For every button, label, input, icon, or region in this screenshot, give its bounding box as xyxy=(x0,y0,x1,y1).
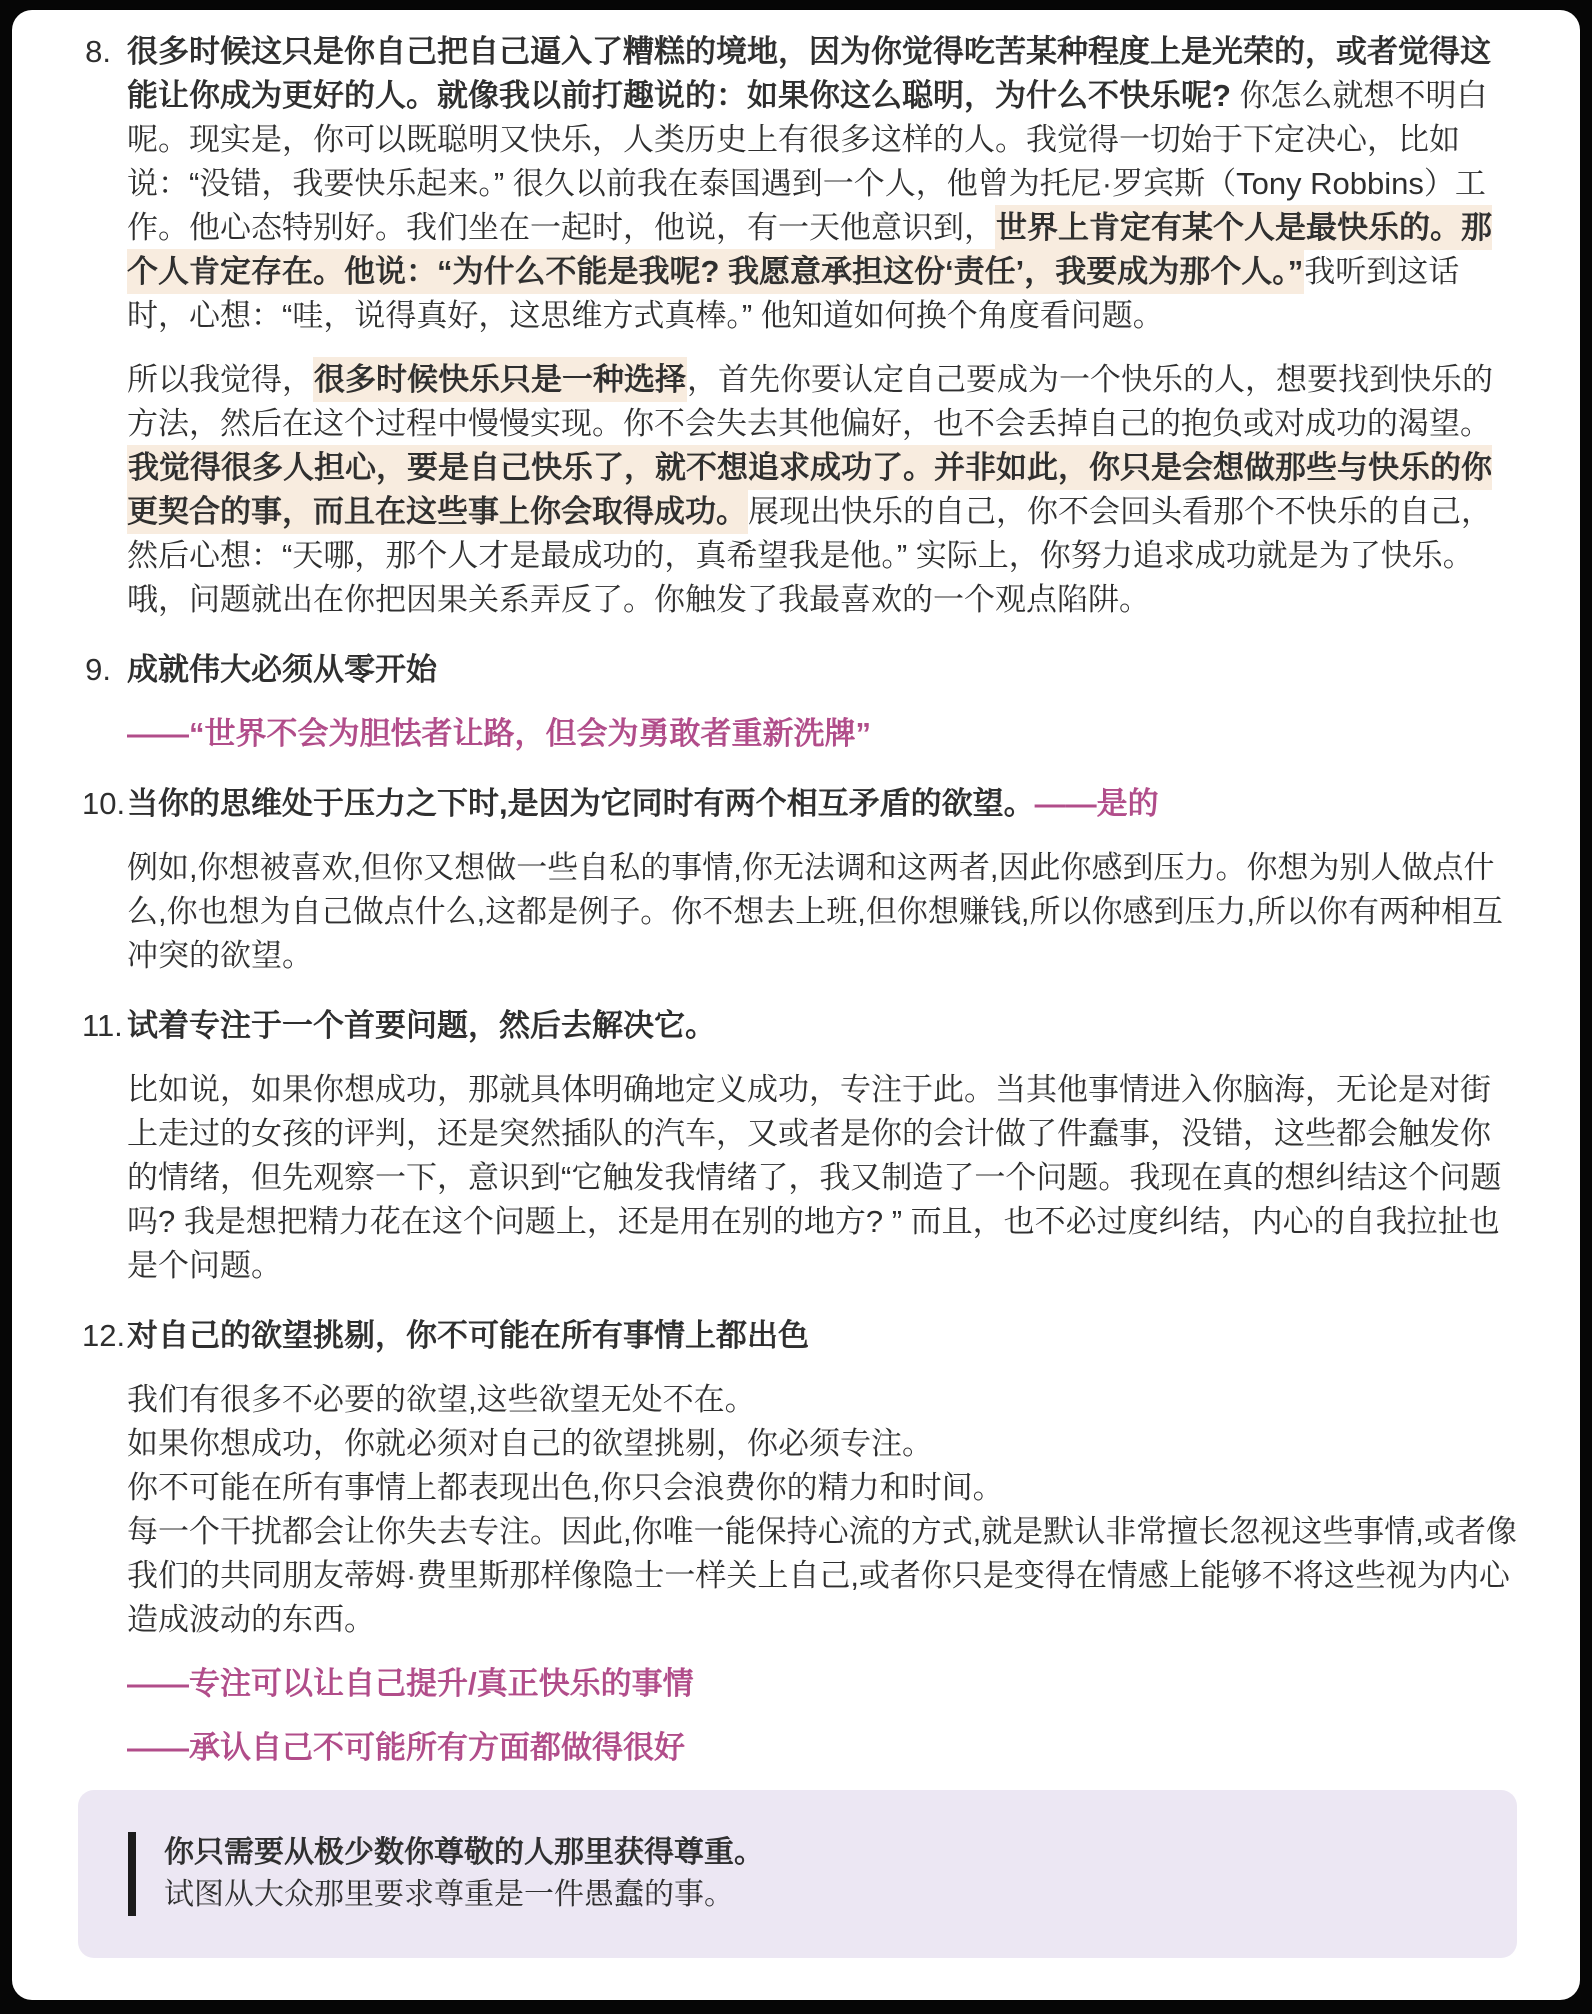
text: ，首先你要认定自己要成为一个快乐的人，想要找到快乐的方法，然后在这个过程中慢慢实现。你不会失去其他偏好，也不会丢掉自己的抱负或对成功的渴望。 xyxy=(127,362,1493,441)
text-line: 你不可能在所有事情上都表现出色,你只会浪费你的精力和时间。 xyxy=(127,1470,1004,1505)
list-number-8: 8. xyxy=(85,34,111,69)
item-heading xyxy=(127,782,1517,826)
quote-line-secondary: 试图从大众那里要求尊重是一件愚蠢的事。 xyxy=(164,1878,734,1911)
pink-quote-line: ——“世界不会为胆怯者让路，但会为勇敢者重新洗牌” xyxy=(127,716,871,751)
item-heading: 试着专注于一个首要问题，然后去解决它。 xyxy=(127,1008,716,1043)
list-item-12-body xyxy=(127,1314,1517,1770)
list-item-11-body xyxy=(127,1004,1517,1288)
highlighted-bold-text: 世界上肯定有某个人是最快乐的。那个人肯定存在。他说：“为什么不能是我呢? 我愿意承担这份‘责任’，我要成为那个人。” xyxy=(127,205,1492,294)
paragraph: 例如,你想被喜欢,但你又想做一些自私的事情,你无法调和这两者,因此你感到压力。你想为别人做点什么,你也想为自己做点什么,这都是例子。你不想去上班,但你想赚钱,所以你感到压力,所以你有两种相互冲突的欲望。 xyxy=(127,850,1504,973)
paragraph xyxy=(127,358,1517,622)
list-item-10-body xyxy=(127,782,1517,978)
item-heading: 对自己的欲望挑剔，你不可能在所有事情上都出色 xyxy=(127,1318,809,1353)
bold-text: 很多时候这只是你自己把自己逼入了糟糕的境地，因为你觉得吃苦某种程度上是光荣的，或者觉得这能让你成为更好的人。就像我以前打趣说的：如果你这么聪明，为什么不快乐呢? xyxy=(127,34,1491,113)
item-heading: 成就伟大必须从零开始 xyxy=(127,652,437,687)
list-item-12 xyxy=(82,1314,1517,1770)
quote-content xyxy=(128,1832,1477,1916)
quote-block xyxy=(78,1790,1517,1958)
highlighted-bold-text: 很多时候快乐只是一种选择 xyxy=(313,357,687,402)
list-item-9-body xyxy=(127,648,1517,756)
text: 展现出快乐的自己，你不会回头看那个不快乐的自己，然后心想：“天哪，那个人才是最成功的，真希望我是他。” 实际上，你努力追求成功就是为了快乐。哦，问题就出在你把因果关系弄反了。你触发了我最喜欢的一个观点陷阱。 xyxy=(127,494,1492,617)
text-line: 每一个干扰都会让你失去专注。因此,你唯一能保持心流的方式,就是默认非常擅长忽视这些事情,或者像我们的共同朋友蒂姆·费里斯那样像隐士一样关上自己,或者你只是变得在情感上能够不将这些视为内心造成波动的东西。 xyxy=(127,1514,1517,1637)
paragraph: 比如说，如果你想成功，那就具体明确地定义成功，专注于此。当其他事情进入你脑海，无论是对街上走过的女孩的评判，还是突然插队的汽车，又或者是你的会计做了件蠢事，没错，这些都会触发你的情绪，但先观察一下，意识到“它触发我情绪了，我又制造了一个问题。我现在真的想纠结这个问题吗? 我是想把精力花在这个问题上，还是用在别的地方? ” 而且，也不必过度纠结，内心的自我拉扯也是个问题。 xyxy=(127,1072,1502,1283)
list-number-9: 9. xyxy=(85,652,111,687)
paragraph xyxy=(127,30,1517,338)
text-line: 我们有很多不必要的欲望,这些欲望无处不在。 xyxy=(127,1382,756,1417)
quote-line-primary: 你只需要从极少数你尊敬的人那里获得尊重。 xyxy=(164,1836,764,1869)
list-item-11 xyxy=(82,1004,1517,1288)
paragraph xyxy=(127,1378,1517,1642)
text: 我听到这话时，心想：“哇，说得真好，这思维方式真棒。” 他知道如何换个角度看问题。 xyxy=(127,254,1460,333)
pink-note-line: ——承认自己不可能所有方面都做得很好 xyxy=(127,1730,685,1765)
list-number-10: 10. xyxy=(82,786,126,821)
list-item-9 xyxy=(82,648,1517,756)
list-item-8-body xyxy=(127,30,1517,622)
list-number-12: 12. xyxy=(82,1318,126,1353)
pink-answer-text: ——是的 xyxy=(1034,786,1159,821)
text: 所以我觉得， xyxy=(127,362,313,397)
pink-note-line: ——专注可以让自己提升/真正快乐的事情 xyxy=(127,1666,694,1701)
highlighted-bold-text: 我觉得很多人担心，要是自己快乐了，就不想追求成功了。并非如此，你只是会想做那些与快乐的你更契合的事，而且在这些事上你会取得成功。 xyxy=(127,445,1492,534)
list-number-11: 11. xyxy=(82,1008,123,1043)
document-content xyxy=(12,10,1580,1958)
bold-heading-text: 当你的思维处于压力之下时,是因为它同时有两个相互矛盾的欲望。 xyxy=(127,786,1035,821)
text-line: 如果你想成功，你就必须对自己的欲望挑剔，你必须专注。 xyxy=(127,1426,933,1461)
document-page xyxy=(12,10,1580,2000)
list-item-8 xyxy=(82,30,1517,622)
text: 你怎么就想不明白呢。现实是，你可以既聪明又快乐，人类历史上有很多这样的人。我觉得一切始于下定决心，比如说：“没错，我要快乐起来。” 很久以前我在泰国遇到一个人，他曾为托尼·罗宾斯（Tony Robbins）工作。他心态特别好。我们坐在一起时，他说，有一天他意识到， xyxy=(127,78,1488,245)
list-item-10 xyxy=(82,782,1517,978)
